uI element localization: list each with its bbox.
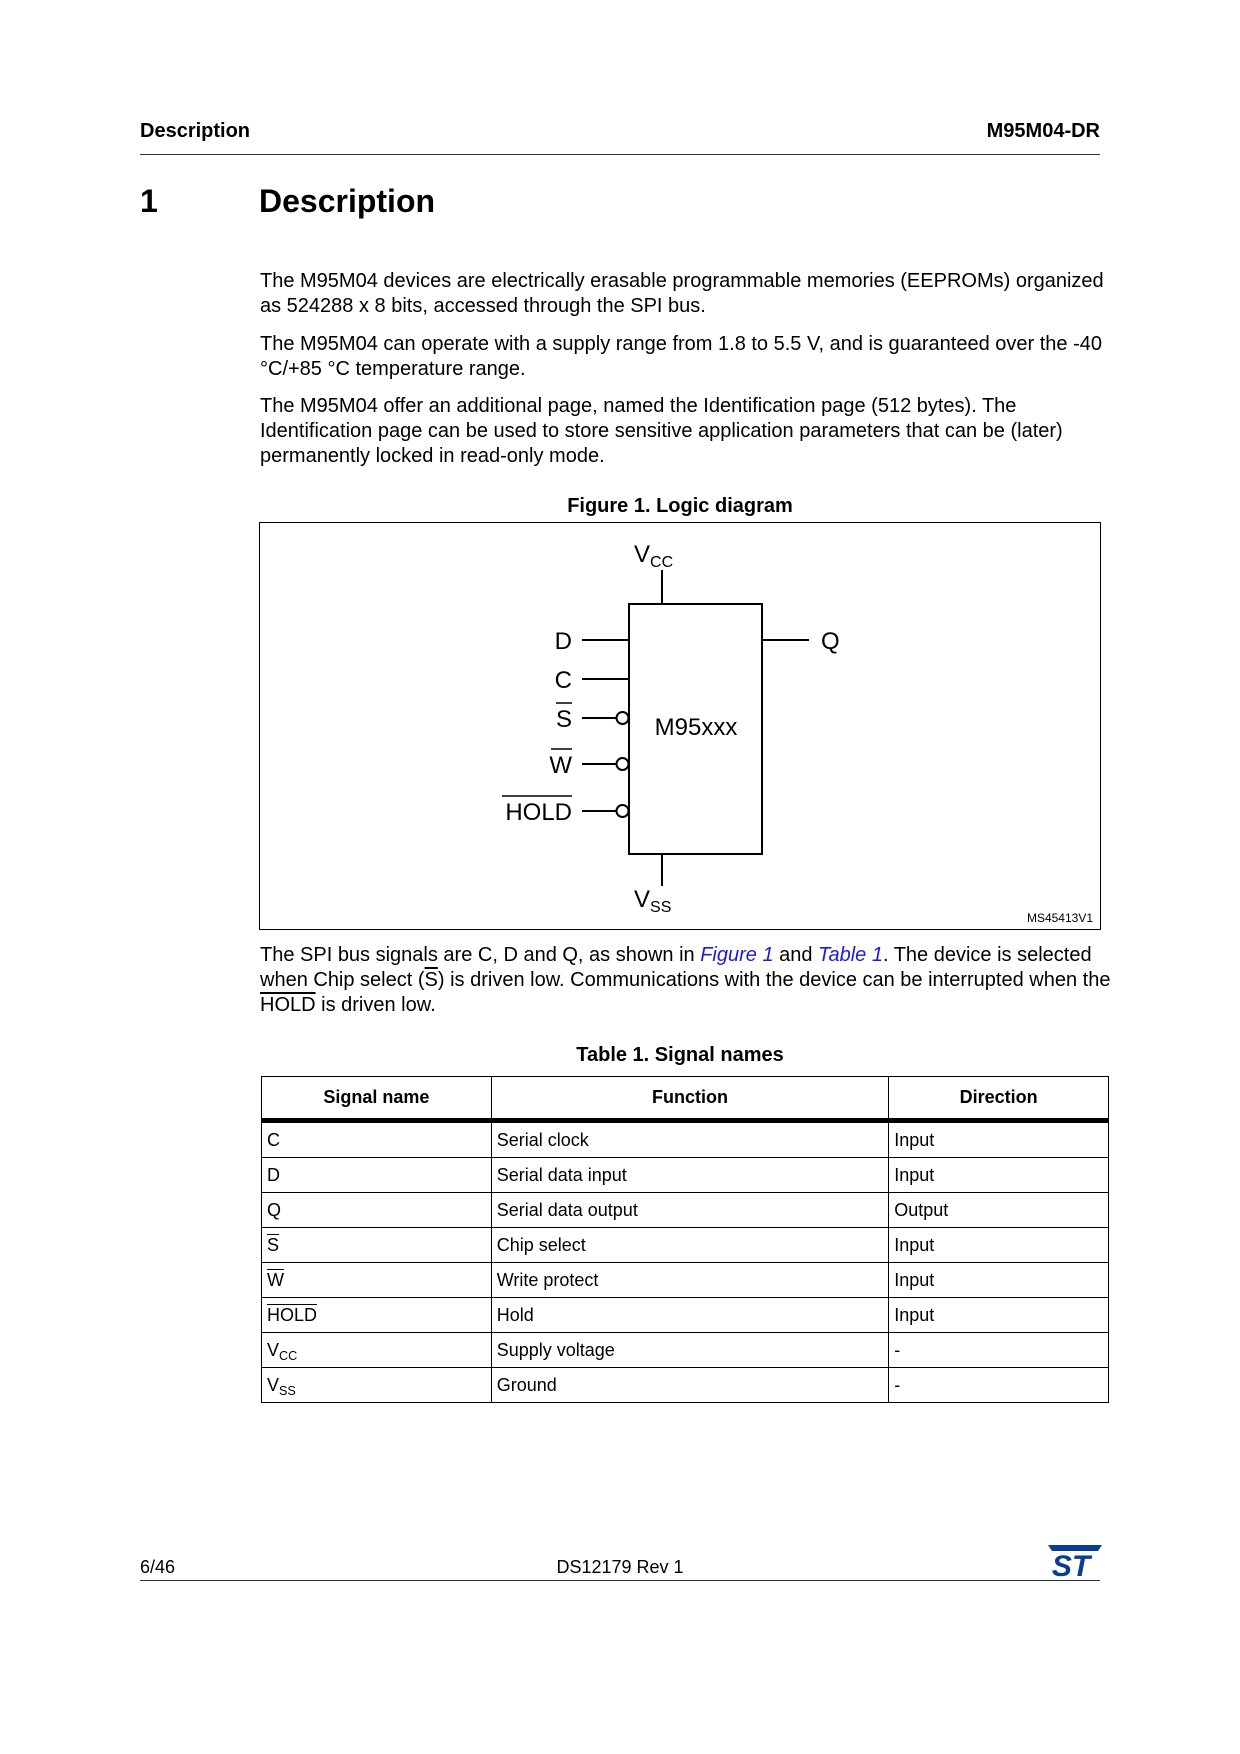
function-cell: Serial data output [491, 1193, 888, 1228]
pin-q-label: Q [821, 628, 840, 655]
direction-cell: Input [889, 1298, 1109, 1333]
direction-cell: Input [889, 1158, 1109, 1193]
figure-code: MS45413V1 [1026, 911, 1093, 925]
table-caption: Table 1. Signal names [576, 1044, 784, 1066]
pin-d-label: D [554, 628, 572, 655]
running-header-section: Description [140, 120, 251, 142]
st-logo [1040, 1545, 1102, 1579]
pin-c-label: C [554, 667, 572, 694]
footer-rule [140, 1580, 1100, 1581]
table-row [262, 1368, 1109, 1403]
direction-cell: - [889, 1368, 1109, 1403]
page-number: 6/46 [140, 1557, 176, 1577]
direction-cell: Input [889, 1121, 1109, 1158]
function-cell: Write protect [491, 1263, 888, 1298]
signal-cell: $\overline{S}$ [262, 1228, 492, 1263]
table-row [262, 1193, 1109, 1228]
pin-s-label: S [555, 706, 572, 733]
pin-hold-label: HOLD [505, 799, 572, 826]
table-row [262, 1263, 1109, 1298]
direction-cell: Output [889, 1193, 1109, 1228]
table-row [262, 1158, 1109, 1193]
signal-cell: HOLD [262, 1298, 492, 1333]
intro-paragraph-2: The M95M04 can operate with a supply range from 1.8 to 5.5 V, and is guaranteed over the -40 °C/+85 °C temperature range. [260, 333, 1103, 380]
hold-overbar-text: HOLD [260, 994, 316, 1016]
chip-label: M95xxx [654, 714, 738, 741]
pin-w-label: W [549, 752, 572, 779]
logic-diagram [259, 522, 1101, 930]
figure-1-link[interactable]: Figure 1 [700, 944, 774, 966]
function-cell: Serial clock [491, 1121, 888, 1158]
spi-paragraph: The SPI bus signals are C, D and Q, as shown in Figure 1 and Table 1. The device is selected when Chip select $(\overline{S})$ is driven low. Communications with the device can be interrupted when the HOLD is driven low. [260, 944, 1111, 1016]
pin-s-inversion-bubble [617, 712, 629, 724]
signal-cell: $V_{CC}$ [262, 1333, 492, 1368]
table-header-row [262, 1077, 1109, 1121]
function-cell: Chip select [491, 1228, 888, 1263]
signal-cell: D [262, 1158, 492, 1193]
table-row [262, 1298, 1109, 1333]
figure-caption: Figure 1. Logic diagram [567, 495, 793, 517]
intro-paragraph-3: The M95M04 offer an additional page, named the Identification page (512 bytes). The Identification page can be used to store sensitive application parameters that can be (later) permanently locked in read-only mode. [260, 395, 1063, 467]
function-cell: Serial data input [491, 1158, 888, 1193]
svg-text:ST: ST [1051, 1550, 1091, 1579]
table-row [262, 1121, 1109, 1158]
direction-cell: Input [889, 1263, 1109, 1298]
function-cell: Supply voltage [491, 1333, 888, 1368]
column-header: Function [491, 1077, 888, 1121]
section-number: 1 [140, 183, 158, 219]
section-title: Description [259, 183, 436, 219]
column-header: Direction [889, 1077, 1109, 1121]
table-row [262, 1228, 1109, 1263]
vcc-label: $V_{CC}$ [634, 541, 674, 571]
pin-hold-inversion-bubble [617, 805, 629, 817]
pin-w-inversion-bubble [617, 758, 629, 770]
column-header: Signal name [262, 1077, 492, 1121]
vss-label: $V_{SS}$ [634, 886, 672, 916]
table-row [262, 1333, 1109, 1368]
direction-cell: Input [889, 1228, 1109, 1263]
signal-names-table [261, 1076, 1109, 1403]
function-cell: Ground [491, 1368, 888, 1403]
function-cell: Hold [491, 1298, 888, 1333]
signal-cell: Q [262, 1193, 492, 1228]
table-1-link[interactable]: Table 1 [818, 944, 883, 966]
direction-cell: - [889, 1333, 1109, 1368]
running-header-part-number: M95M04-DR [986, 120, 1100, 142]
intro-paragraph-1: The M95M04 devices are electrically erasable programmable memories (EEPROMs) organized as 524288 x 8 bits, accessed through the SPI bus. [260, 270, 1104, 317]
s-overbar-text: $\overline{S}$ [424, 969, 438, 991]
signal-cell: $V_{SS}$ [262, 1368, 492, 1403]
signal-cell: C [262, 1121, 492, 1158]
document-id: DS12179 Rev 1 [556, 1557, 684, 1577]
header-rule [140, 154, 1100, 155]
signal-cell: $\overline{W}$ [262, 1263, 492, 1298]
